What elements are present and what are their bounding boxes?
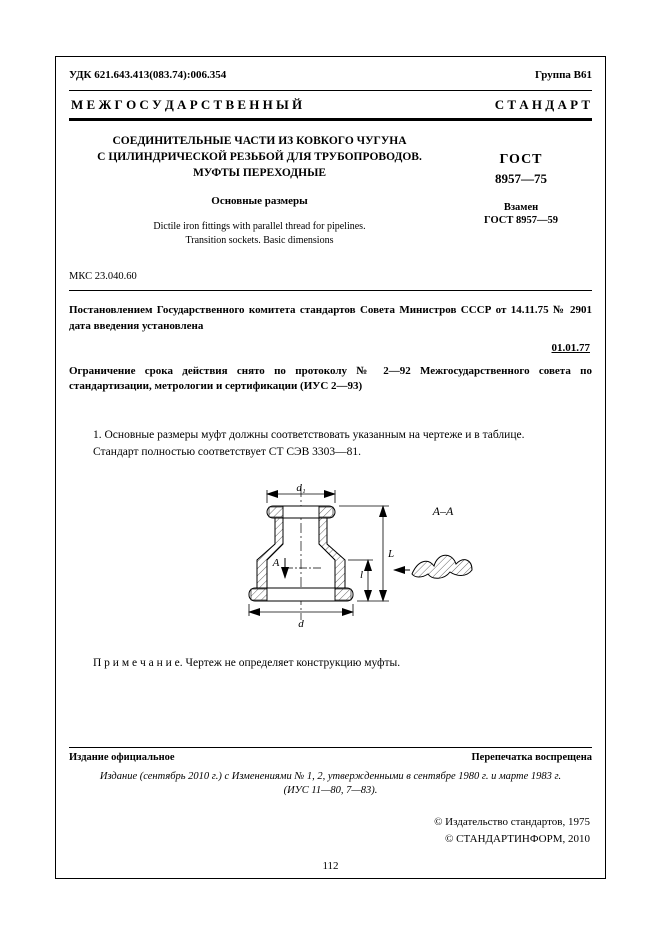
title-line-1: СОЕДИНИТЕЛЬНЫЕ ЧАСТИ ИЗ КОВКОГО ЧУГУНА — [112, 135, 407, 147]
dimension-label-L: L — [387, 548, 394, 561]
rib-section-shape — [412, 555, 472, 578]
title-block — [69, 133, 592, 247]
body-paragraph-2: Стандарт полностью соответствует СТ СЭВ 3303—81. — [93, 445, 362, 458]
footer-labels-row — [69, 752, 592, 763]
dimension-label-l: l — [359, 569, 363, 582]
footer-rule — [69, 747, 592, 748]
banner-left-text: М Е Ж Г О С У Д А Р С Т В Е Н Н Ы Й — [71, 97, 303, 112]
effective-date: 01.01.77 — [551, 342, 590, 355]
gost-block — [450, 133, 592, 247]
dimension-label-d1: d₁ — [295, 482, 306, 495]
standard-banner — [69, 91, 592, 118]
replaces-label: Взамен — [503, 202, 539, 213]
drawing-area — [69, 482, 592, 639]
replaces-value: ГОСТ 8957—59 — [484, 215, 558, 226]
copyright-line-1: © Издательство стандартов, 1975 — [434, 816, 590, 828]
gost-number: 8957—75 — [495, 171, 547, 186]
edition-note — [69, 770, 592, 798]
page-number: 112 — [322, 860, 339, 872]
edition-note-line-2: (ИУС 11—80, 7—83). — [283, 784, 378, 796]
body-paragraph-1: 1. Основные размеры муфт должны соответствовать указанным на чертеже и в таблице. — [93, 428, 525, 441]
page-frame — [55, 56, 606, 879]
banner-right-text: С Т А Н Д А Р Т — [494, 97, 590, 112]
english-title-line-2: Transition sockets. Basic dimensions — [185, 234, 334, 246]
standard-title — [75, 133, 444, 181]
copyright-line-2: © СТАНДАРТИНФОРМ, 2010 — [445, 832, 590, 845]
edition-note-line-1: Издание (сентябрь 2010 г.) с Изменениями № 1, 2, утвержденными в сентябре 1980 г. и марте 1983 г. — [99, 770, 562, 782]
group-label: Группа В61 — [534, 69, 592, 81]
section-view-label: А–А — [432, 504, 453, 519]
official-edition-label: Издание официальное — [69, 751, 175, 763]
banner-rule — [69, 118, 592, 121]
copyright-block — [69, 814, 592, 847]
section-view-a-a — [394, 504, 472, 578]
title-line-3: МУФТЫ ПЕРЕХОДНЫЕ — [192, 167, 327, 180]
title-line-2: С ЦИЛИНДРИЧЕСКОЙ РЕЗЬБОЙ ДЛЯ ТРУБОПРОВОДОВ. — [97, 151, 422, 164]
note-paragraph: П р и м е ч а н и е. Чертеж не определяет конструкцию муфты. — [93, 657, 401, 670]
classification-row — [69, 69, 592, 81]
english-title — [75, 220, 444, 247]
dimension-L — [339, 506, 389, 601]
english-title-line-1: Dictile iron fittings with parallel thread for pipelines. — [153, 221, 366, 233]
title-column — [69, 133, 450, 247]
section-letter-label: А — [272, 557, 279, 570]
restriction-paragraph: Ограничение срока действия снято по протоколу № 2—92 Межгосударственного совета по стандартизации, метрологии и сертификации (ИУС 2—93) — [69, 365, 592, 393]
udk-number: УДК 621.643.413(083.74):006.354 — [69, 69, 227, 81]
decree-paragraph: Постановлением Государственного комитета стандартов Совета Министров СССР от 14.11.75 № 2901 дата введения установлена — [69, 304, 592, 332]
reprint-prohibited-label: Перепечатка воспрещена — [471, 751, 592, 763]
subtitle: Основные размеры — [211, 195, 308, 208]
technical-drawing — [181, 482, 481, 634]
gost-label: ГОСТ — [499, 152, 543, 167]
dimension-label-d: d — [297, 618, 304, 631]
mks-code: МКС 23.040.60 — [69, 271, 137, 283]
section-plane-indicator — [271, 557, 320, 578]
page-footer — [69, 747, 592, 872]
header-separator-rule — [69, 290, 592, 291]
